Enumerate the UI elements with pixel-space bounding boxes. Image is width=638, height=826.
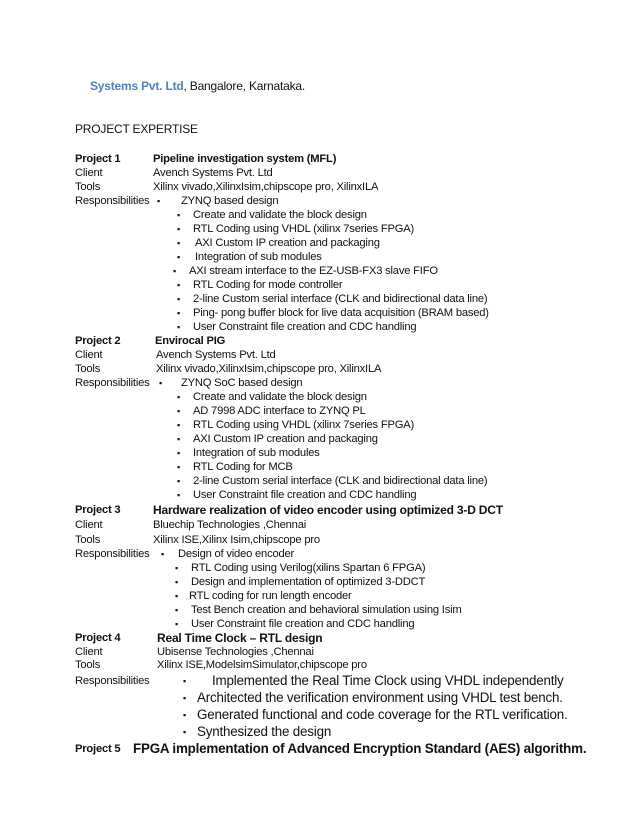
responsibility-item: Synthesized the design [197,724,332,739]
project-label: Project 4 [75,632,121,644]
responsibility-item: User Constraint file creation and CDC handling [193,321,417,333]
responsibility-item: RTL Coding using VHDL (xilinx 7series FPGA) [193,419,415,431]
bullet-icon: ▪ [175,591,179,601]
bullet-icon: ▪ [161,549,165,559]
tools-value: Xilinx vivado,XilinxIsim,chipscope pro, XilinxILA [156,363,382,375]
responsibility-item: 2-line Custom serial interface (CLK and bidirectional data line) [193,475,488,487]
client-label: Client [75,167,103,179]
bullet-icon: ▪ [183,727,187,737]
section-title: PROJECT EXPERTISE [75,122,198,136]
project-title: Hardware realization of video encoder using optimized 3-D DCT [153,503,503,517]
responsibility-item: RTL Coding using Verilog(xilins Spartan 6 FPGA) [191,562,426,574]
bullet-icon: ▪ [177,392,181,402]
bullet-icon: ▪ [173,266,177,276]
responsibilities-label: Responsibilities [75,377,150,389]
client-value: Ubisense Technologies ,Chennai [157,646,314,658]
tools-label: Tools [75,181,101,193]
project-title: Envirocal PIG [155,335,226,347]
bullet-icon: ▪ [177,238,181,248]
company-line [90,80,305,92]
tools-value: Xilinx vivado,XilinxIsim,chipscope pro, XilinxILA [153,181,379,193]
bullet-icon: ▪ [177,294,181,304]
responsibility-item: RTL Coding for mode controller [193,279,343,291]
bullet-icon: ▪ [175,577,179,587]
project-title: Real Time Clock – RTL design [157,631,323,645]
responsibility-item: AXI Custom IP creation and packaging [193,433,378,445]
responsibility-item: 2-line Custom serial interface (CLK and bidirectional data line) [193,293,488,305]
bullet-icon: ▪ [177,420,181,430]
responsibility-item: Design of video encoder [178,548,295,560]
project-label: Project 5 [75,743,121,755]
bullet-icon: ▪ [157,196,161,206]
bullet-icon: ▪ [177,308,181,318]
client-label: Client [75,349,103,361]
bullet-icon: ▪ [177,224,181,234]
bullet-icon: ▪ [183,676,187,686]
responsibility-item: RTL Coding using VHDL (xilinx 7series FPGA) [193,223,415,235]
responsibility-item: Integration of sub modules [193,447,320,459]
bullet-icon: ▪ [177,252,181,262]
responsibilities-label: Responsibilities [75,548,150,560]
tools-value: Xilinx ISE,Xilinx Isim,chipscope pro [153,534,320,546]
bullet-icon: ▪ [177,490,181,500]
bullet-icon: ▪ [177,476,181,486]
responsibility-item: RTL coding for run length encoder [189,590,352,602]
company-location: , Bangalore, Karnataka. [183,79,305,93]
client-label: Client [75,519,103,531]
responsibility-item: Ping- pong buffer block for live data acquisition (BRAM based) [193,307,489,319]
tools-value: Xilinx ISE,ModelsimSimulator,chipscope pro [157,659,367,671]
bullet-icon: ▪ [177,448,181,458]
responsibility-item: AD 7998 ADC interface to ZYNQ PL [193,405,366,417]
responsibility-item: Implemented the Real Time Clock using VHDL independently [212,673,564,688]
bullet-icon: ▪ [177,280,181,290]
responsibility-item: Test Bench creation and behavioral simulation using Isim [191,604,462,616]
responsibility-item: RTL Coding for MCB [193,461,293,473]
bullet-icon: ▪ [175,619,179,629]
responsibility-item: Integration of sub modules [195,251,322,263]
bullet-icon: ▪ [175,563,179,573]
responsibilities-label: Responsibilities [75,195,150,207]
responsibility-item: Design and implementation of optimized 3-DDCT [191,576,426,588]
responsibility-item: Create and validate the block design [193,391,367,403]
responsibility-item: User Constraint file creation and CDC handling [193,489,417,501]
tools-label: Tools [75,363,101,375]
responsibility-item: AXI stream interface to the EZ-USB-FX3 slave FIFO [189,265,438,277]
bullet-icon: ▪ [177,210,181,220]
project-label: Project 2 [75,335,121,347]
project-label: Project 1 [75,153,121,165]
responsibility-item: ZYNQ SoC based design [181,377,303,389]
responsibilities-label: Responsibilities [75,675,150,687]
bullet-icon: ▪ [159,378,163,388]
responsibility-item: ZYNQ based design [181,195,279,207]
bullet-icon: ▪ [183,710,187,720]
bullet-icon: ▪ [175,605,179,615]
tools-label: Tools [75,659,101,671]
project-title: FPGA implementation of Advanced Encryption Standard (AES) algorithm. [133,741,587,756]
client-value: Bluechip Technologies ,Chennai [153,519,307,531]
project-title: Pipeline investigation system (MFL) [153,153,337,165]
bullet-icon: ▪ [177,434,181,444]
bullet-icon: ▪ [177,322,181,332]
client-value: Avench Systems Pvt. Ltd [153,167,273,179]
project-label: Project 3 [75,504,121,516]
tools-label: Tools [75,534,101,546]
bullet-icon: ▪ [177,406,181,416]
responsibility-item: Architected the verification environment using VHDL test bench. [197,690,563,705]
company-link[interactable]: Systems Pvt. Ltd [90,79,184,93]
responsibility-item: Generated functional and code coverage for the RTL verification. [197,707,568,722]
responsibility-item: AXI Custom IP creation and packaging [195,237,380,249]
bullet-icon: ▪ [183,693,187,703]
responsibility-item: Create and validate the block design [193,209,367,221]
client-value: Avench Systems Pvt. Ltd [156,349,276,361]
responsibility-item: User Constraint file creation and CDC handling [191,618,415,630]
bullet-icon: ▪ [177,462,181,472]
client-label: Client [75,646,103,658]
